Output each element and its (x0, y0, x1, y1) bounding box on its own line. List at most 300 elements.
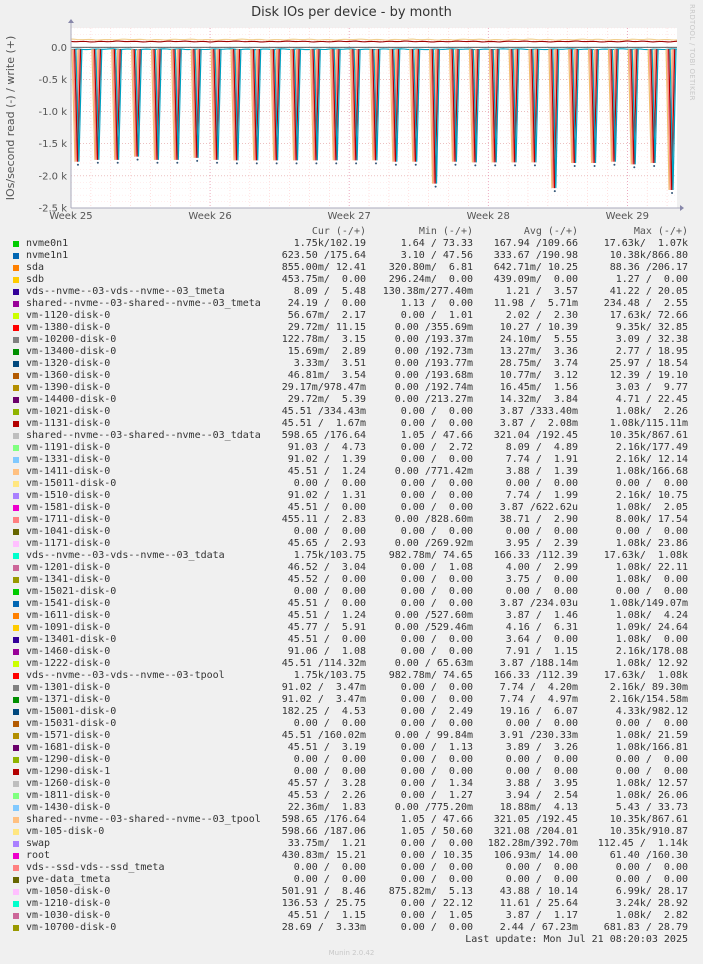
legend-max: 2.16k/177.49 (615, 442, 688, 453)
legend-avg: 18.88m/ 4.13 (499, 802, 578, 813)
legend-cur: 1.75k/103.75 (293, 670, 366, 681)
legend-row (0, 622, 703, 634)
legend-cur: 28.69 / 3.33m (281, 922, 366, 933)
legend-max: 681.83 / 28.79 (603, 922, 688, 933)
legend-max: 1.08k/ 2.05 (615, 502, 688, 513)
legend-avg: 0.00 / 0.00 (505, 586, 578, 597)
legend-row (0, 658, 703, 670)
spike-point (671, 192, 673, 194)
legend-swatch (13, 649, 19, 655)
legend-row (0, 526, 703, 538)
legend-max: 0.00 / 0.00 (615, 862, 688, 873)
legend-swatch (13, 337, 19, 343)
legend-row (0, 394, 703, 406)
legend-swatch (13, 565, 19, 571)
legend-name: vm-1371-disk-0 (26, 694, 111, 705)
spike-point (137, 159, 139, 161)
legend-max: 0.00 / 0.00 (615, 718, 688, 729)
legend-min: 875.82m/ 5.13 (388, 886, 473, 897)
legend-cur: 45.51 /334.43m (281, 406, 366, 417)
legend-row (0, 922, 703, 934)
legend-name: vm-1510-disk-0 (26, 490, 111, 501)
legend-swatch (13, 805, 19, 811)
legend-name: shared--nvme--03-shared--nvme--03_tdata (26, 430, 261, 441)
legend-cur: 33.75m/ 1.21 (287, 838, 366, 849)
legend-cur: 430.83m/ 15.21 (281, 850, 366, 861)
legend-name: vm-1222-disk-0 (26, 658, 111, 669)
legend-min: 0.00 / 0.00 (400, 406, 473, 417)
legend-min: 0.00 /775.20m (394, 802, 473, 813)
spike-point (494, 164, 496, 166)
legend-row (0, 730, 703, 742)
legend-swatch (13, 409, 19, 415)
legend-row (0, 454, 703, 466)
legend-avg: 0.00 / 0.00 (505, 862, 578, 873)
legend-swatch (13, 457, 19, 463)
legend-min: 320.80m/ 6.81 (388, 262, 473, 273)
spike-point (176, 162, 178, 164)
rrdtool-credit: RRDTOOL / TOBI OETIKER (688, 4, 696, 101)
legend-max: 1.08k/ 26.06 (615, 790, 688, 801)
legend-name: vm-13401-disk-0 (26, 634, 117, 645)
spike-point (315, 162, 317, 164)
legend-name: nvme0n1 (26, 238, 69, 249)
legend-swatch (13, 817, 19, 823)
legend-row (0, 910, 703, 922)
legend-cur: 29.17m/978.47m (281, 382, 366, 393)
legend-row (0, 574, 703, 586)
legend-min: 1.64 / 73.33 (400, 238, 473, 249)
legend-cur: 45.77 / 5.91 (287, 622, 366, 633)
legend-avg: 16.45m/ 1.56 (499, 382, 578, 393)
spike-point (117, 162, 119, 164)
legend-swatch (13, 865, 19, 871)
legend-min: 0.00 / 10.35 (400, 850, 473, 861)
legend-name: shared--nvme--03-shared--nvme--03_tmeta (26, 298, 261, 309)
legend-row (0, 418, 703, 430)
legend-row (0, 250, 703, 262)
legend-max: 2.16k/ 89.30m (609, 682, 688, 693)
legend-min: 0.00 /529.46m (394, 622, 473, 633)
legend-row (0, 610, 703, 622)
legend-row (0, 634, 703, 646)
legend-cur: 501.91 / 8.46 (281, 886, 366, 897)
spike-point (375, 162, 377, 164)
legend-swatch (13, 421, 19, 427)
legend-max: 25.97 / 18.54 (609, 358, 688, 369)
legend-min: 982.78m/ 74.65 (388, 550, 473, 561)
legend-cur: 0.00 / 0.00 (293, 586, 366, 597)
legend-name: vm-1811-disk-0 (26, 790, 111, 801)
legend-cur: 45.51 / 1.24 (287, 610, 366, 621)
spike-point (613, 164, 615, 166)
legend-cur: 46.52 / 3.04 (287, 562, 366, 573)
legend-name: vm-1260-disk-0 (26, 778, 111, 789)
y-tick-label: -2.5 k (38, 203, 67, 215)
legend-swatch (13, 241, 19, 247)
legend-row (0, 862, 703, 874)
legend-max: 1.08k/ 2.26 (615, 406, 688, 417)
legend-avg: 43.88 / 10.14 (499, 886, 578, 897)
legend-max: 4.33k/982.12 (615, 706, 688, 717)
baseline-series (71, 41, 677, 42)
legend-cur: 91.02 / 3.47m (281, 682, 366, 693)
legend-name: vm-1430-disk-0 (26, 802, 111, 813)
legend-min: 0.00 / 22.12 (400, 898, 473, 909)
last-update: Last update: Mon Jul 21 08:20:03 2025 (465, 934, 688, 945)
legend-min: 0.00 / 65.63m (394, 658, 473, 669)
legend-name: vm-1320-disk-0 (26, 358, 111, 369)
legend-cur: 3.33m/ 3.51 (293, 358, 366, 369)
spike-point (415, 164, 417, 166)
spike-point (156, 162, 158, 164)
legend-swatch (13, 853, 19, 859)
legend-name: vm-1120-disk-0 (26, 310, 111, 321)
legend-cur: 45.65 / 2.93 (287, 538, 366, 549)
y-tick-label: -1.0 k (38, 107, 67, 119)
legend-avg: 3.87 /234.03u (499, 598, 578, 609)
legend-swatch (13, 469, 19, 475)
legend-row (0, 322, 703, 334)
legend-avg: 14.32m/ 3.84 (499, 394, 578, 405)
legend-swatch (13, 277, 19, 283)
legend-min: 0.00 / 0.00 (400, 682, 473, 693)
legend-name: vm-1171-disk-0 (26, 538, 111, 549)
legend-swatch (13, 769, 19, 775)
legend-cur: 45.51 / 0.00 (287, 502, 366, 513)
legend-min: 296.24m/ 0.00 (388, 274, 473, 285)
legend-min: 0.00 / 0.00 (400, 502, 473, 513)
legend-row (0, 802, 703, 814)
legend-avg: 3.88 / 3.95 (505, 778, 578, 789)
legend-swatch (13, 793, 19, 799)
legend-max: 1.27 / 0.00 (615, 274, 688, 285)
legend-avg: 439.09m/ 0.00 (493, 274, 578, 285)
legend-max: 10.35k/867.61 (609, 430, 688, 441)
chart-area (0, 0, 703, 226)
legend-header-avg: Avg (-/+) (523, 226, 578, 237)
legend-avg: 24.10m/ 5.55 (499, 334, 578, 345)
legend-min: 0.00 / 0.00 (400, 874, 473, 885)
legend-avg: 11.61 / 25.64 (499, 898, 578, 909)
legend-min: 0.00 / 0.00 (400, 838, 473, 849)
legend-avg: 0.00 / 0.00 (505, 874, 578, 885)
legend-cur: 0.00 / 0.00 (293, 478, 366, 489)
legend-min: 0.00 / 1.01 (400, 310, 473, 321)
legend-max: 1.08k/ 22.11 (615, 562, 688, 573)
legend-min: 0.00 / 0.00 (400, 586, 473, 597)
legend-cur: 0.00 / 0.00 (293, 526, 366, 537)
legend-row (0, 718, 703, 730)
spike-point (276, 162, 278, 164)
legend-swatch (13, 517, 19, 523)
legend-cur: 45.51 /160.02m (281, 730, 366, 741)
legend-min: 0.00 / 0.00 (400, 478, 473, 489)
legend-avg: 321.04 /192.45 (493, 430, 578, 441)
legend-row (0, 382, 703, 394)
legend-row (0, 874, 703, 886)
legend-name: vds--ssd-vds--ssd_tmeta (26, 862, 165, 873)
legend-name: vds--nvme--03-vds--nvme--03-tpool (26, 670, 225, 681)
legend-cur: 122.78m/ 3.15 (281, 334, 366, 345)
legend-row (0, 790, 703, 802)
legend-name: swap (26, 838, 51, 849)
spike-point (534, 164, 536, 166)
legend-min: 0.00 / 99.84m (394, 730, 473, 741)
legend-swatch (13, 325, 19, 331)
legend-max: 2.16k/178.08 (615, 646, 688, 657)
legend-max: 234.48 / 2.55 (603, 298, 688, 309)
legend-row (0, 370, 703, 382)
legend-swatch (13, 925, 19, 931)
legend-row (0, 694, 703, 706)
legend-max: 1.08k/ 12.92 (615, 658, 688, 669)
legend-min: 0.00 / 0.00 (400, 754, 473, 765)
legend-row (0, 814, 703, 826)
legend-max: 1.08k/166.68 (615, 466, 688, 477)
legend-avg: 10.77m/ 3.12 (499, 370, 578, 381)
legend-max: 1.08k/ 2.82 (615, 910, 688, 921)
legend-max: 0.00 / 0.00 (615, 586, 688, 597)
legend-avg: 2.44 / 67.23m (499, 922, 578, 933)
legend-header-cur: Cur (-/+) (311, 226, 366, 237)
legend-avg: 167.94 /109.66 (493, 238, 578, 249)
legend-max: 17.63k/ 72.66 (609, 310, 688, 321)
legend-max: 10.35k/867.61 (609, 814, 688, 825)
legend-swatch (13, 745, 19, 751)
legend-avg: 3.94 / 2.54 (505, 790, 578, 801)
legend-min: 0.00 / 1.27 (400, 790, 473, 801)
legend-name: vm-1460-disk-0 (26, 646, 111, 657)
legend-cur: 56.67m/ 2.17 (287, 310, 366, 321)
legend-name: vm-13400-disk-0 (26, 346, 117, 357)
legend-max: 3.24k/ 28.92 (615, 898, 688, 909)
legend-max: 1.08k/ 0.00 (615, 574, 688, 585)
legend-row (0, 514, 703, 526)
spike-point (594, 165, 596, 167)
legend-max: 1.08k/ 21.59 (615, 730, 688, 741)
legend-cur: 453.75m/ 0.00 (281, 274, 366, 285)
legend-row (0, 742, 703, 754)
legend-row (0, 238, 703, 250)
legend-header (0, 226, 703, 238)
x-tick-label: Week 26 (188, 211, 232, 222)
legend-row (0, 430, 703, 442)
legend-avg: 3.87 /622.62u (499, 502, 578, 513)
legend-min: 0.00 /355.69m (394, 322, 473, 333)
legend-cur: 598.65 /176.64 (281, 814, 366, 825)
legend-avg: 166.33 /112.39 (493, 670, 578, 681)
legend-cur: 45.53 / 2.26 (287, 790, 366, 801)
legend-avg: 28.75m/ 3.74 (499, 358, 578, 369)
legend-avg: 11.98 / 5.71m (493, 298, 578, 309)
legend-swatch (13, 349, 19, 355)
chart-title: Disk IOs per device - by month (251, 5, 452, 20)
legend-row (0, 646, 703, 658)
legend-name: vds--nvme--03-vds--nvme--03_tdata (26, 550, 225, 561)
legend-avg: 3.87 /333.40m (499, 406, 578, 417)
legend-name: vm-15021-disk-0 (26, 586, 117, 597)
legend-name: vm-1611-disk-0 (26, 610, 111, 621)
legend-cur: 45.51 / 0.00 (287, 634, 366, 645)
legend-avg: 19.16 / 6.07 (499, 706, 578, 717)
legend-swatch (13, 889, 19, 895)
legend-avg: 3.88 / 1.39 (505, 466, 578, 477)
legend-min: 1.05 / 50.60 (400, 826, 473, 837)
legend-name: vm-1380-disk-0 (26, 322, 111, 333)
legend-name: vm-15001-disk-0 (26, 706, 117, 717)
legend-cur: 598.66 /187.06 (281, 826, 366, 837)
legend-avg: 10.27 / 10.39 (499, 322, 578, 333)
legend-cur: 45.51 / 1.15 (287, 910, 366, 921)
legend-max: 0.00 / 0.00 (615, 526, 688, 537)
legend-name: vm-10200-disk-0 (26, 334, 117, 345)
legend-max: 2.16k/ 10.75 (615, 490, 688, 501)
legend-avg: 0.00 / 0.00 (505, 754, 578, 765)
legend-swatch (13, 637, 19, 643)
spike-point (77, 164, 79, 166)
legend-min: 0.00 /269.92m (394, 538, 473, 549)
legend-row (0, 274, 703, 286)
legend-avg: 3.64 / 0.00 (505, 634, 578, 645)
legend-name: sda (26, 262, 45, 273)
legend-cur: 45.51 / 0.00 (287, 598, 366, 609)
legend-avg: 38.71 / 2.90 (499, 514, 578, 525)
legend-swatch (13, 301, 19, 307)
legend-name: vm-1191-disk-0 (26, 442, 111, 453)
legend-row (0, 466, 703, 478)
legend-min: 0.00 / 0.00 (400, 694, 473, 705)
legend-cur: 455.11 / 2.83 (281, 514, 366, 525)
legend-swatch (13, 361, 19, 367)
legend-avg: 7.74 / 1.91 (505, 454, 578, 465)
legend-avg: 0.00 / 0.00 (505, 718, 578, 729)
legend-row (0, 778, 703, 790)
legend-cur: 0.00 / 0.00 (293, 874, 366, 885)
legend-row (0, 286, 703, 298)
y-tick-label: 0.0 (51, 42, 67, 54)
legend-avg: 7.74 / 1.99 (505, 490, 578, 501)
legend-avg: 2.02 / 2.30 (505, 310, 578, 321)
legend-name: vm-1290-disk-0 (26, 754, 111, 765)
legend-row (0, 310, 703, 322)
legend-swatch (13, 493, 19, 499)
legend-swatch (13, 829, 19, 835)
legend-row (0, 826, 703, 838)
legend-max: 1.08k/ 4.24 (615, 610, 688, 621)
legend-min: 0.00 /828.60m (394, 514, 473, 525)
legend-min: 0.00 / 1.34 (400, 778, 473, 789)
legend-max: 4.71 / 22.45 (615, 394, 688, 405)
y-tick-label: -0.5 k (38, 74, 67, 86)
legend-min: 3.10 / 47.56 (400, 250, 473, 261)
legend-swatch (13, 373, 19, 379)
legend-name: root (26, 850, 51, 861)
legend-max: 2.16k/ 12.14 (615, 454, 688, 465)
legend-swatch (13, 673, 19, 679)
legend-min: 0.00 / 0.00 (400, 646, 473, 657)
spike-point (653, 165, 655, 167)
legend-avg: 321.05 /192.45 (493, 814, 578, 825)
legend-cur: 45.57 / 3.28 (287, 778, 366, 789)
legend-avg: 7.91 / 1.15 (505, 646, 578, 657)
legend-swatch (13, 721, 19, 727)
legend-avg: 8.09 / 4.89 (505, 442, 578, 453)
legend-swatch (13, 877, 19, 883)
legend-name: vds--nvme--03-vds--nvme--03_tmeta (26, 286, 225, 297)
legend-avg: 3.87 / 1.17 (505, 910, 578, 921)
legend-min: 0.00 / 0.00 (400, 634, 473, 645)
legend-swatch (13, 685, 19, 691)
baseline-series (71, 39, 677, 40)
spike-point (256, 162, 258, 164)
legend-min: 0.00 / 0.00 (400, 418, 473, 429)
legend-max: 3.09 / 32.38 (615, 334, 688, 345)
legend-row (0, 850, 703, 862)
spike-point (196, 160, 198, 162)
legend-min: 0.00 /213.27m (394, 394, 473, 405)
spike-point (574, 165, 576, 167)
legend-avg: 7.74 / 4.20m (499, 682, 578, 693)
legend-max: 9.35k/ 32.85 (615, 322, 688, 333)
legend-swatch (13, 553, 19, 559)
legend-max: 112.45 / 1.14k (597, 838, 688, 849)
legend-name: vm-10700-disk-0 (26, 922, 117, 933)
legend-swatch (13, 913, 19, 919)
legend-max: 17.63k/ 1.08k (603, 550, 688, 561)
legend-row (0, 550, 703, 562)
legend-name: vm-1131-disk-0 (26, 418, 111, 429)
legend-swatch (13, 733, 19, 739)
legend-cur: 1.75k/102.19 (293, 238, 366, 249)
y-tick-label: -2.0 k (38, 171, 67, 183)
legend-swatch (13, 397, 19, 403)
legend-swatch (13, 289, 19, 295)
legend-name: vm-1541-disk-0 (26, 598, 111, 609)
legend-cur: 623.50 /175.64 (281, 250, 366, 261)
legend-name: vm-1411-disk-0 (26, 466, 111, 477)
legend-cur: 45.51 / 3.19 (287, 742, 366, 753)
legend-min: 0.00 / 0.00 (400, 862, 473, 873)
legend-swatch (13, 541, 19, 547)
legend-max: 12.39 / 19.10 (609, 370, 688, 381)
legend-avg: 3.87 / 1.46 (505, 610, 578, 621)
legend-name: nvme1n1 (26, 250, 69, 261)
legend-min: 0.00 /193.37m (394, 334, 473, 345)
legend-name: vm-1210-disk-0 (26, 898, 111, 909)
legend-row (0, 682, 703, 694)
legend-row (0, 538, 703, 550)
legend-swatch (13, 433, 19, 439)
legend-cur: 598.65 /176.64 (281, 430, 366, 441)
legend-max: 0.00 / 0.00 (615, 754, 688, 765)
legend-cur: 91.02 / 1.31 (287, 490, 366, 501)
x-tick-label: Week 25 (49, 211, 93, 222)
legend-avg: 13.27m/ 3.36 (499, 346, 578, 357)
legend-max: 1.08k/115.11m (609, 418, 688, 429)
legend-avg: 4.16 / 6.31 (505, 622, 578, 633)
legend-min: 0.00 / 0.00 (400, 598, 473, 609)
legend-row (0, 406, 703, 418)
legend-row (0, 898, 703, 910)
legend-max: 2.16k/154.58m (609, 694, 688, 705)
legend-cur: 0.00 / 0.00 (293, 754, 366, 765)
legend-cur: 0.00 / 0.00 (293, 766, 366, 777)
legend-swatch (13, 253, 19, 259)
legend-cur: 45.51 / 1.67m (281, 418, 366, 429)
legend-min: 0.00 / 1.08 (400, 562, 473, 573)
legend-min: 0.00 /193.77m (394, 358, 473, 369)
